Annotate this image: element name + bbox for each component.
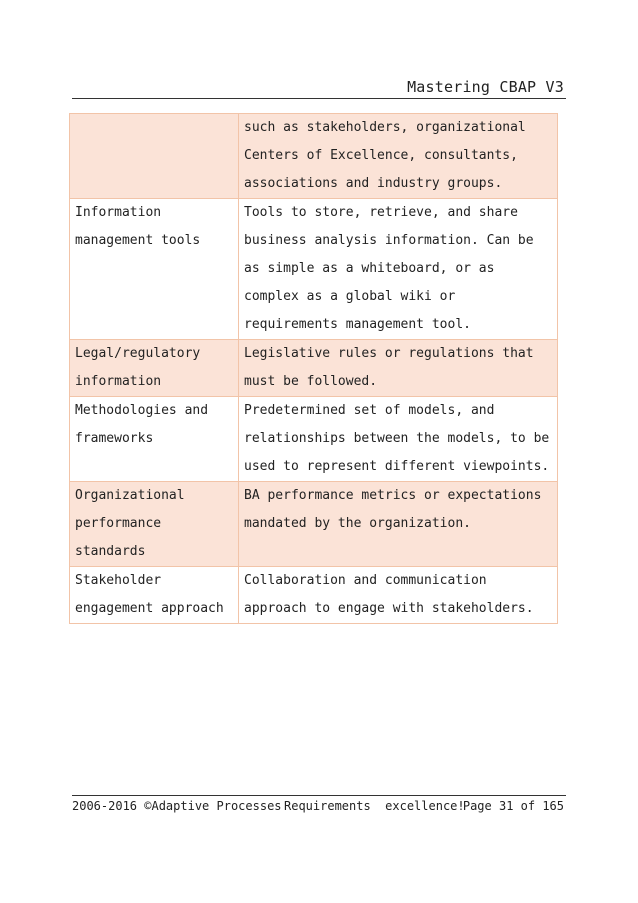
table-row [70,114,558,199]
table-row [70,199,558,340]
description-cell: Predetermined set of models, and relationships between the models, to be used to represent different viewpoints. [239,397,558,482]
header-title: Mastering CBAP V3 [407,78,564,96]
footer-copyright: 2006-2016 ©Adaptive Processes [72,799,282,813]
description-cell: Legislative rules or regulations that must be followed. [239,340,558,397]
term-cell: Stakeholder engagement approach [70,567,239,624]
table-row [70,567,558,624]
table-row [70,482,558,567]
term-cell: Information management tools [70,199,239,340]
description-cell: such as stakeholders, organizational Centers of Excellence, consultants, associations and industry groups. [239,114,558,199]
description-cell: Collaboration and communication approach to engage with stakeholders. [239,567,558,624]
page-footer [72,795,566,822]
table-row [70,397,558,482]
footer-tagline: Requirements excellence! [284,799,465,813]
content-table [69,113,558,624]
page-header [72,72,566,99]
footer-page-number: Page 31 of 165 [462,799,564,813]
term-cell [70,114,239,199]
table-row [70,340,558,397]
term-cell: Legal/regulatory information [70,340,239,397]
term-cell: Methodologies and frameworks [70,397,239,482]
description-cell: Tools to store, retrieve, and share business analysis information. Can be as simple as a whiteboard, or as complex as a global wiki or requirements management tool. [239,199,558,340]
term-cell: Organizational performance standards [70,482,239,567]
description-cell: BA performance metrics or expectations mandated by the organization. [239,482,558,567]
